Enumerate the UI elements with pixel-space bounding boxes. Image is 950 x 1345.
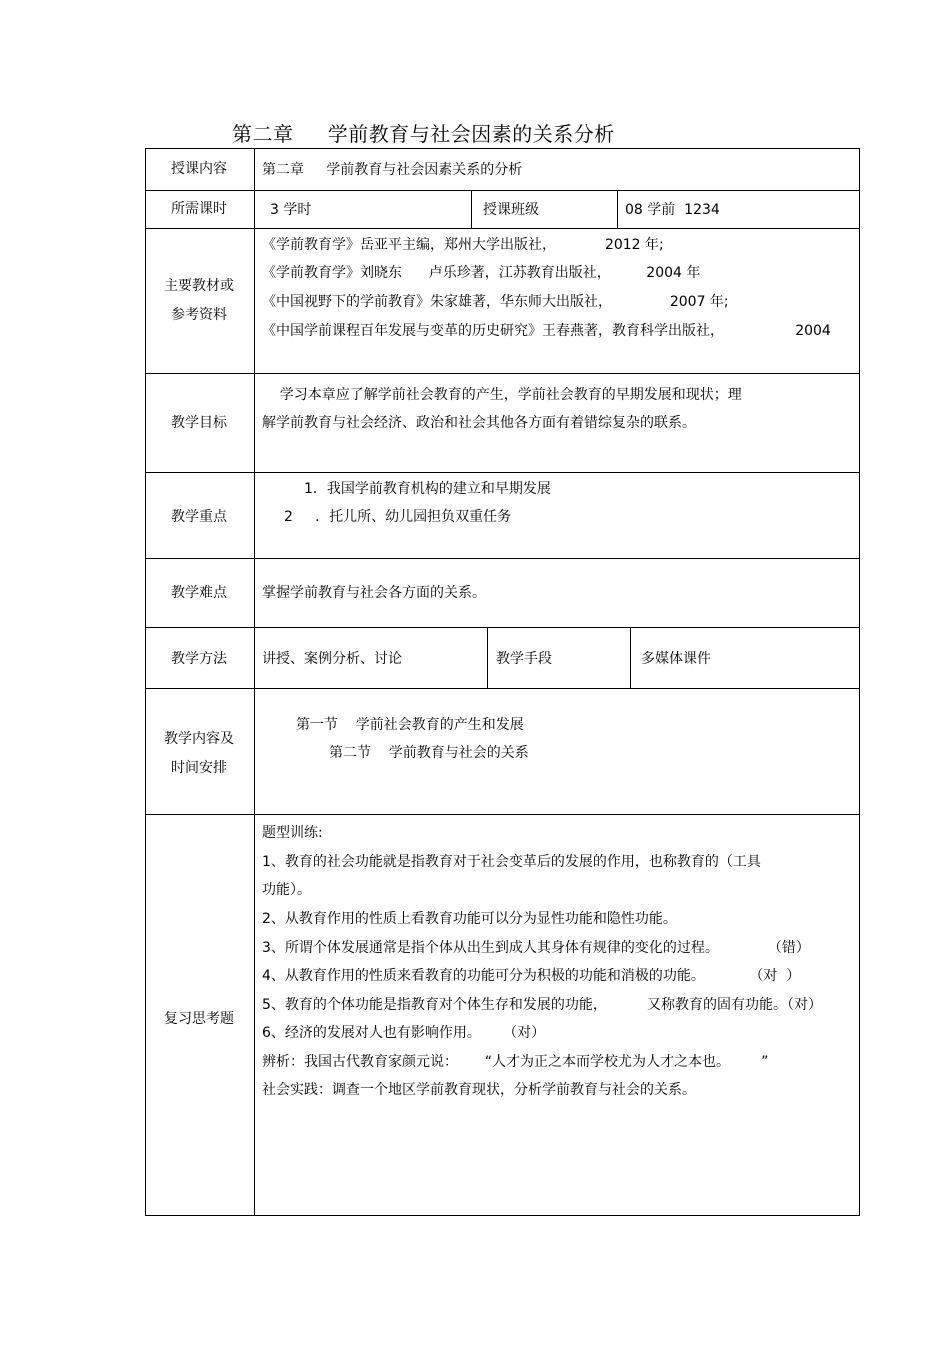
goals-line-1: 学习本章应了解学前社会教育的产生，学前社会教育的早期发展和现状；理: [262, 387, 742, 403]
review-line: 辨析：我国古代教育家颜元说： “人才为正之本而学校尤为人才之本也。 ”: [262, 1054, 769, 1070]
means-label: 教学手段: [496, 651, 552, 667]
review-label: 复习思考题: [164, 1011, 234, 1027]
review-line: 1、教育的社会功能就是指教育对于社会变革后的发展的作用，也称教育的（工具: [262, 854, 761, 870]
hours-label: 所需课时: [171, 201, 227, 217]
hours-value: 3 学时: [270, 202, 312, 218]
means-value: 多媒体课件: [641, 651, 711, 667]
content-label: 授课内容: [171, 161, 227, 177]
materials-label-1: 主要教材或: [164, 278, 234, 294]
material-item: 《学前教育学》刘晓东 卢乐珍著，江苏教育出版社， 2004 年: [262, 265, 701, 281]
review-line: 社会实践：调查一个地区学前教育现状，分析学前教育与社会的关系。: [262, 1082, 696, 1098]
row-divider: [145, 558, 859, 559]
key-points-label: 教学重点: [171, 509, 227, 525]
review-line: 6、经济的发展对人也有影响作用。 （对）: [262, 1025, 546, 1041]
content-value: 第二章 学前教育与社会因素关系的分析: [262, 162, 523, 178]
row-divider: [145, 472, 859, 473]
schedule-label-2: 时间安排: [171, 760, 227, 776]
material-item: 《中国学前课程百年发展与变革的历史研究》王春燕著，教育科学出版社， 2004: [262, 323, 831, 339]
cell-divider: [617, 190, 618, 228]
schedule-section-2: 第二节 学前教育与社会的关系: [329, 745, 529, 761]
class-label: 授课班级: [483, 202, 539, 218]
methods-label: 教学方法: [171, 651, 227, 667]
row-divider: [145, 373, 859, 374]
review-line: 题型训练:: [262, 825, 323, 841]
review-line: 4、从教育作用的性质来看教育的功能可分为积极的功能和消极的功能。 （对 ）: [262, 968, 801, 984]
difficulty-value: 掌握学前教育与社会各方面的关系。: [262, 585, 486, 601]
row-divider: [145, 814, 859, 815]
lesson-plan-table: [145, 148, 859, 1215]
row-divider: [145, 228, 859, 229]
goals-line-2: 解学前教育与社会经济、政治和社会其他各方面有着错综复杂的联系。: [262, 415, 696, 431]
schedule-section-1: 第一节 学前社会教育的产生和发展: [296, 717, 524, 733]
review-line: 5、教育的个体功能是指教育对个体生存和发展的功能， 又称教育的固有功能。（对）: [262, 997, 822, 1013]
table-border-bottom: [145, 1215, 859, 1216]
table-border-right: [859, 148, 860, 1216]
material-item: 《中国视野下的学前教育》朱家雄著，华东师大出版社， 2007 年;: [262, 294, 729, 310]
review-line: 2、从教育作用的性质上看教育功能可以分为显性功能和隐性功能。: [262, 911, 677, 927]
difficulty-label: 教学难点: [171, 585, 227, 601]
goals-label: 教学目标: [171, 415, 227, 431]
class-value: 08 学前 1234: [625, 202, 720, 218]
key-point-item: 2 ．托儿所、幼儿园担负双重任务: [284, 509, 512, 525]
table-border-top: [145, 148, 859, 149]
cell-divider: [487, 627, 488, 688]
page-title: 第二章 学前教育与社会因素的关系分析: [232, 122, 615, 146]
materials-label-2: 参考资料: [171, 307, 227, 323]
schedule-label-1: 教学内容及: [164, 731, 234, 747]
row-divider: [145, 627, 859, 628]
material-item: 《学前教育学》岳亚平主编，郑州大学出版社， 2012 年;: [262, 237, 664, 253]
key-point-item: 1．我国学前教育机构的建立和早期发展: [304, 481, 551, 497]
cell-divider: [630, 627, 631, 688]
review-line: 3、所谓个体发展通常是指个体从出生到成人其身体有规律的变化的过程。 （错）: [262, 940, 810, 956]
review-line: 功能）。: [262, 882, 311, 898]
cell-divider: [471, 190, 472, 228]
label-column-divider: [254, 148, 255, 1216]
row-divider: [145, 688, 859, 689]
methods-value: 讲授、案例分析、讨论: [262, 651, 402, 667]
row-divider: [145, 190, 859, 191]
